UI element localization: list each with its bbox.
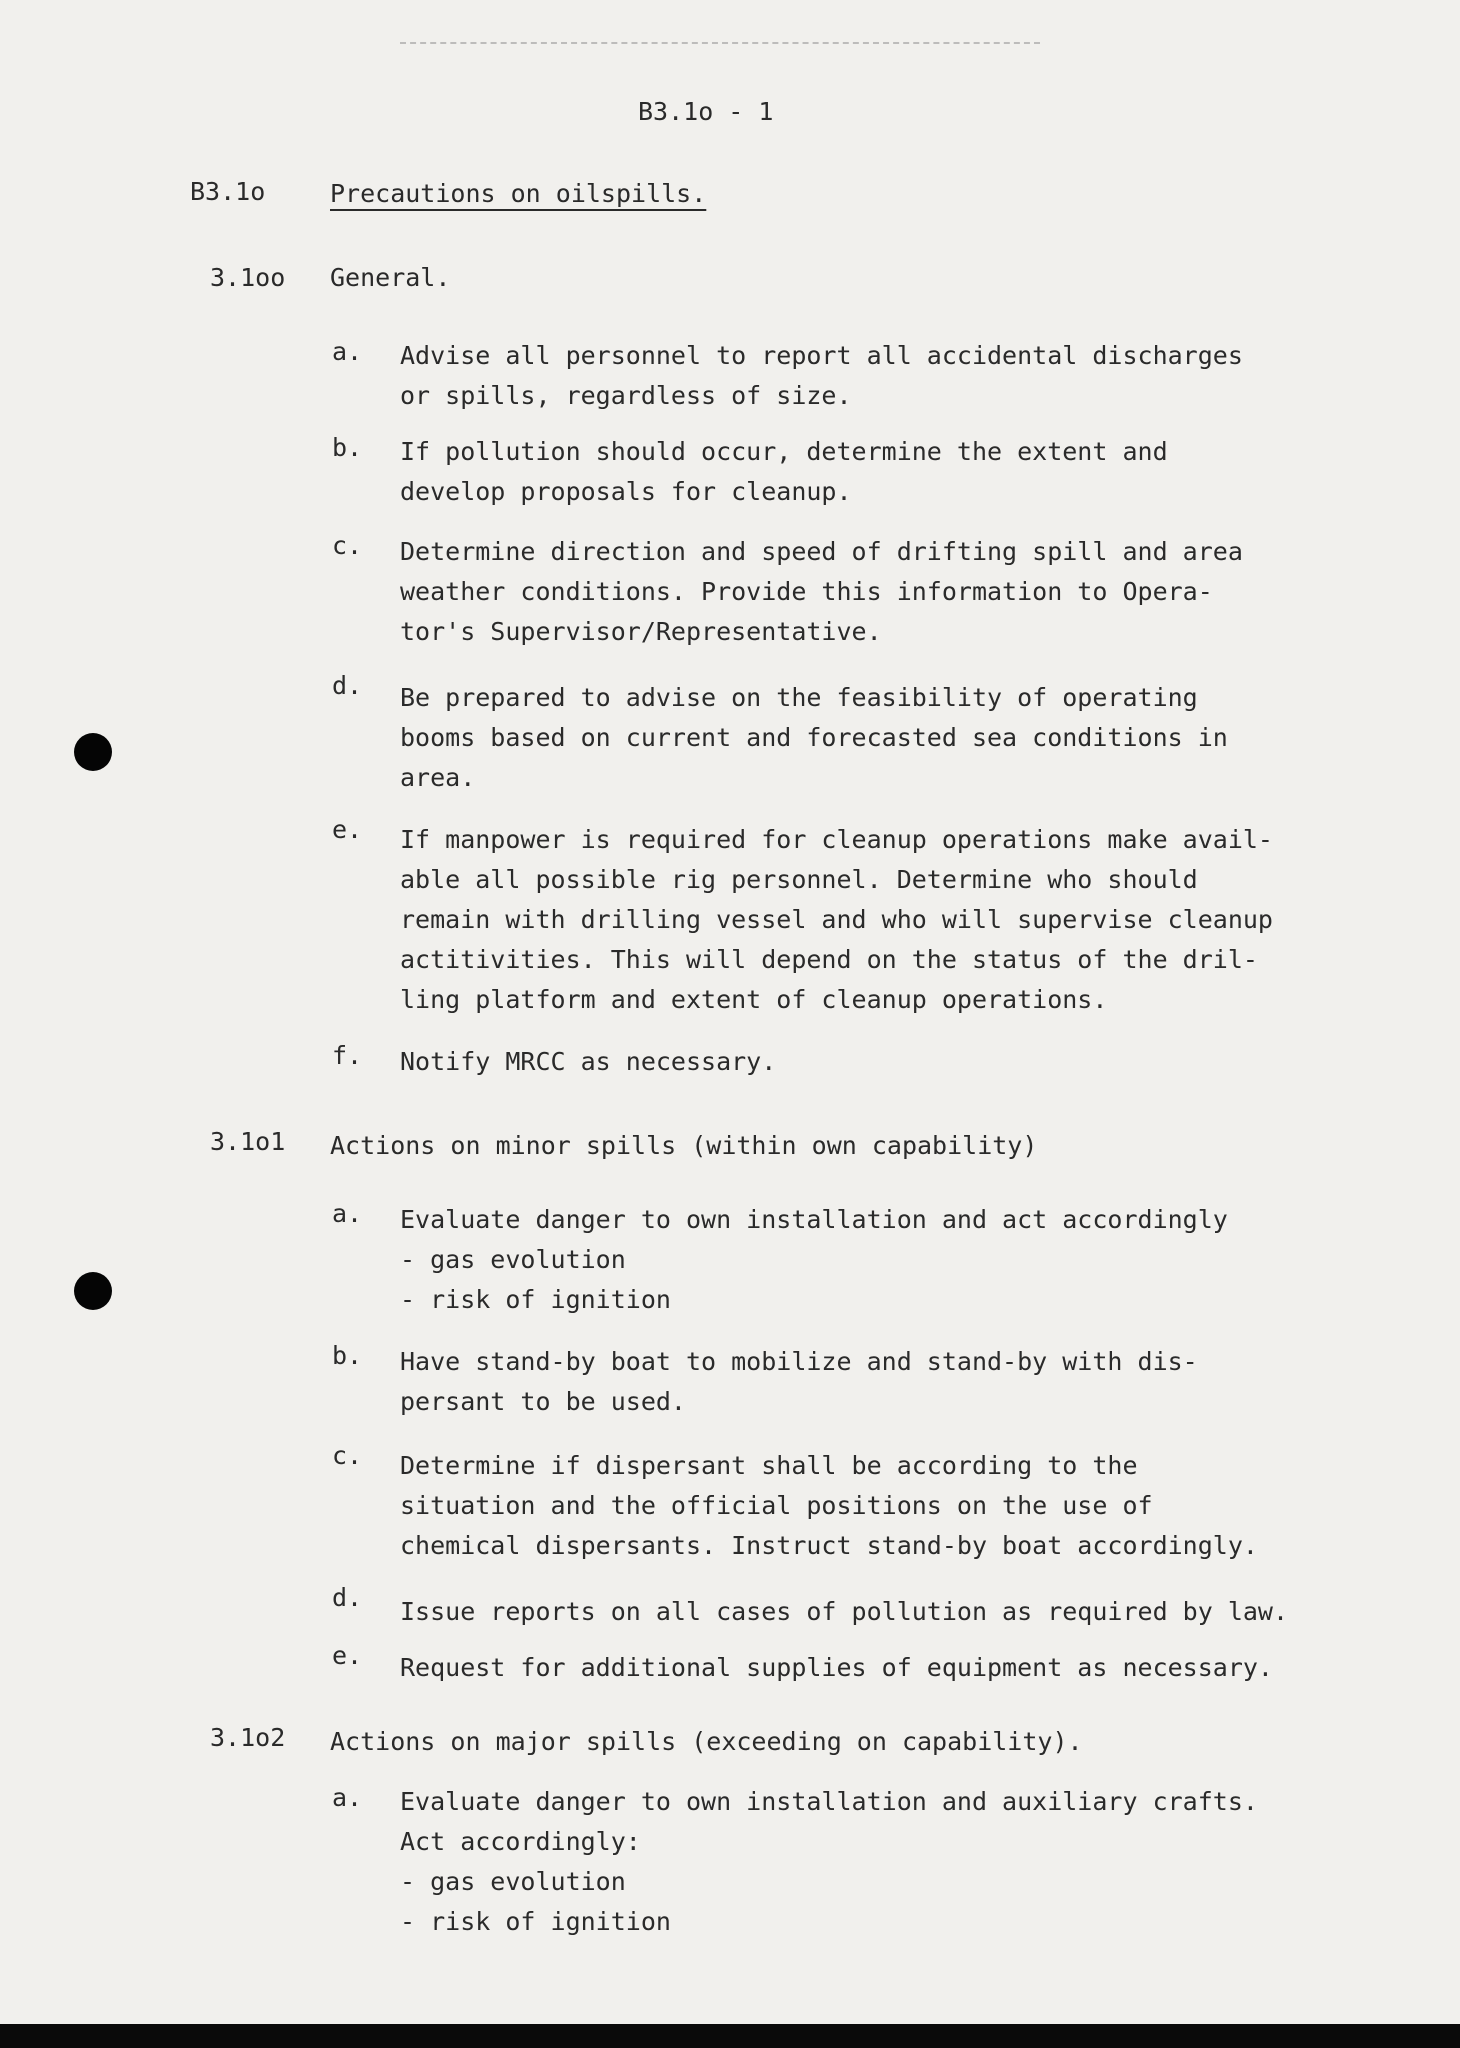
top-rule: [400, 42, 1040, 44]
item-letter: d.: [332, 1583, 363, 1612]
item-line: If pollution should occur, determine the extent and: [400, 437, 1168, 466]
item-line: - gas evolution: [400, 1867, 626, 1896]
item-line: - risk of ignition: [400, 1285, 671, 1314]
item-line: Determine direction and speed of drifting spill and area: [400, 537, 1243, 566]
item-text: [400, 432, 1168, 512]
item-text: [400, 1042, 776, 1082]
item-line: Be prepared to advise on the feasibility of operating: [400, 683, 1198, 712]
item-letter: e.: [332, 1641, 363, 1670]
item-line: or spills, regardless of size.: [400, 381, 852, 410]
item-line: weather conditions. Provide this information to Opera-: [400, 577, 1213, 606]
item-line: tor's Supervisor/Representative.: [400, 617, 882, 646]
item-letter: b.: [332, 1341, 363, 1370]
item-text: [400, 820, 1273, 1020]
item-line: Act accordingly:: [400, 1827, 641, 1856]
item-letter: b.: [332, 433, 363, 462]
subsection-number: 3.1oo: [210, 263, 286, 292]
item-line: persant to be used.: [400, 1387, 686, 1416]
item-line: Evaluate danger to own installation and auxiliary crafts.: [400, 1787, 1258, 1816]
item-line: area.: [400, 763, 476, 792]
item-letter: c.: [332, 531, 363, 560]
item-letter: a.: [332, 337, 363, 366]
item-text: [400, 1782, 1258, 1942]
item-letter: d.: [332, 671, 363, 700]
item-text: [400, 336, 1243, 416]
item-letter: c.: [332, 1441, 363, 1470]
item-line: booms based on current and forecasted sea conditions in: [400, 723, 1228, 752]
item-line: If manpower is required for cleanup operations make avail-: [400, 825, 1273, 854]
item-letter: a.: [332, 1199, 363, 1228]
punch-hole-upper: [74, 733, 112, 771]
item-line: actitivities. This will depend on the status of the dril-: [400, 945, 1258, 974]
item-line: chemical dispersants. Instruct stand-by boat accordingly.: [400, 1531, 1258, 1560]
item-line: develop proposals for cleanup.: [400, 477, 852, 506]
subsection-number: 3.1o2: [210, 1723, 286, 1752]
subsection-title: Actions on minor spills (within own capability): [330, 1131, 1038, 1160]
item-line: - risk of ignition: [400, 1907, 671, 1936]
item-line: situation and the official positions on the use of: [400, 1491, 1153, 1520]
item-text: [400, 678, 1228, 798]
item-line: - gas evolution: [400, 1245, 626, 1274]
item-line: ling platform and extent of cleanup operations.: [400, 985, 1108, 1014]
item-line: Advise all personnel to report all accidental discharges: [400, 341, 1243, 370]
item-letter: a.: [332, 1783, 363, 1812]
item-line: remain with drilling vessel and who will supervise cleanup: [400, 905, 1273, 934]
item-text: [400, 1592, 1288, 1632]
item-letter: e.: [332, 815, 363, 844]
section-number: B3.1o: [190, 177, 266, 206]
item-text: [400, 1200, 1228, 1320]
subsection-title: General.: [330, 263, 451, 292]
item-line: Request for additional supplies of equipment as necessary.: [400, 1653, 1273, 1682]
item-line: Determine if dispersant shall be according to the: [400, 1451, 1138, 1480]
item-line: Have stand-by boat to mobilize and stand-by with dis-: [400, 1347, 1198, 1376]
item-text: [400, 1446, 1258, 1566]
item-line: Evaluate danger to own installation and act accordingly: [400, 1205, 1228, 1234]
item-line: Issue reports on all cases of pollution as required by law.: [400, 1597, 1289, 1626]
page-number: B3.1o - 1: [638, 97, 774, 126]
item-letter: f.: [332, 1041, 363, 1070]
subsection-title: Actions on major spills (exceeding on capability).: [330, 1727, 1083, 1756]
section-title: Precautions on oilspills.: [330, 179, 707, 208]
punch-hole-lower: [74, 1272, 112, 1310]
item-line: Notify MRCC as necessary.: [400, 1047, 777, 1076]
item-line: able all possible rig personnel. Determine who should: [400, 865, 1198, 894]
item-text: [400, 532, 1243, 652]
item-text: [400, 1342, 1198, 1422]
subsection-number: 3.1o1: [210, 1127, 286, 1156]
item-text: [400, 1648, 1273, 1688]
